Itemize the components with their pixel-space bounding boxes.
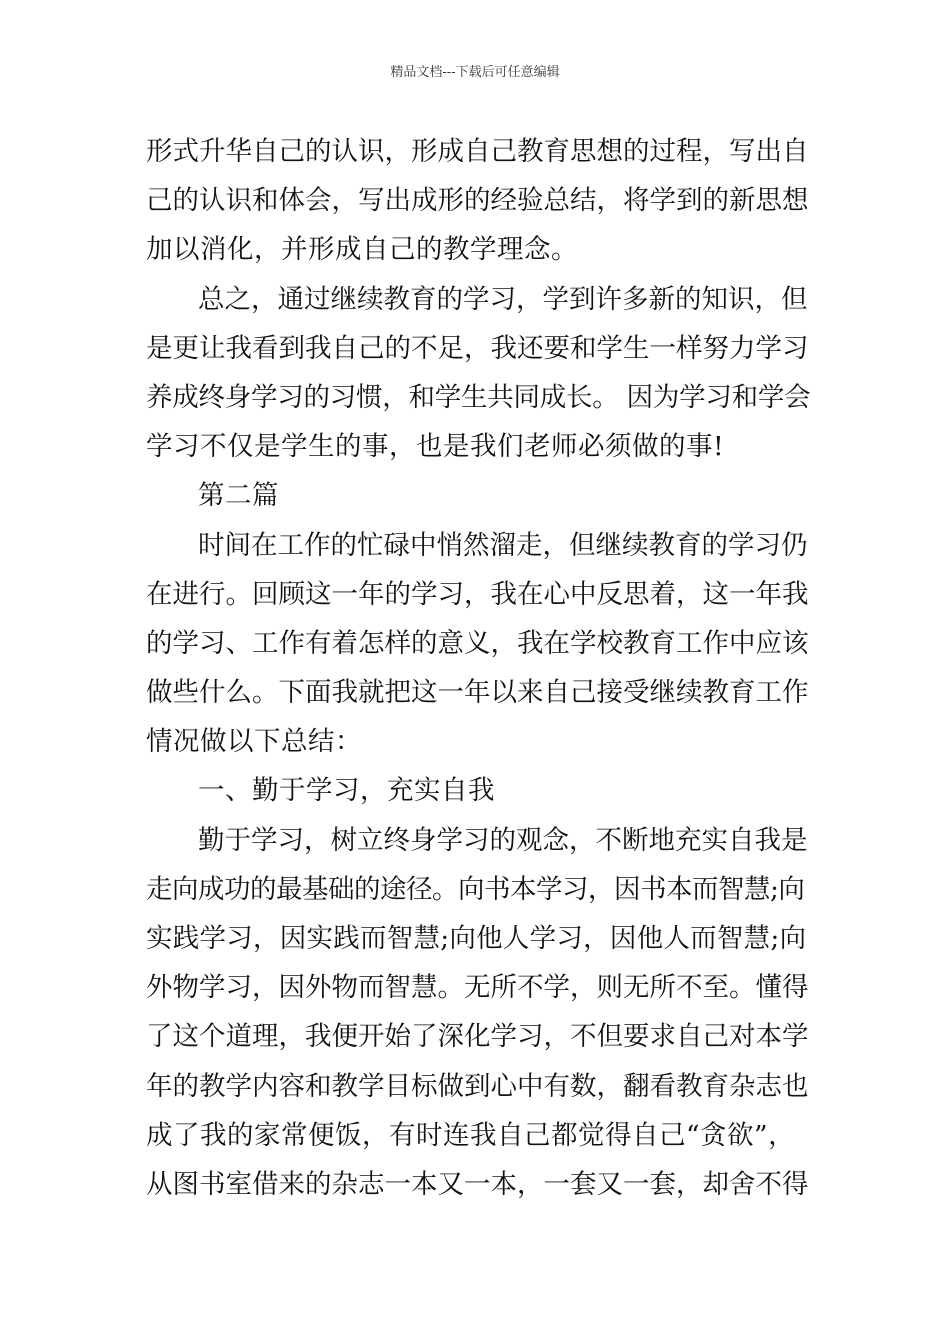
text-line: 走向成功的最基础的途径。向书本学习，因书本而智慧;向 (146, 873, 805, 905)
text-line: 了这个道理，我便开始了深化学习，不但要求自己对本学 (146, 1021, 809, 1053)
text-line: 在进行。回顾这一年的学习，我在心中反思着，这一年我 (146, 578, 809, 610)
text-line: 勤于学习，树立终身学习的观念，不断地充实自我是 (198, 824, 808, 856)
text-line: 的学习、工作有着怎样的意义，我在学校教育工作中应该 (146, 627, 809, 659)
text-line: 形式升华自己的认识，形成自己教育思想的过程，写出自 (146, 136, 809, 167)
text-line: 从图书室借来的杂志一本又一本，一套又一套，却舍不得 (146, 1168, 809, 1200)
text-line: 是更让我看到我自己的不足，我还要和学生一样努力学习 (146, 332, 809, 364)
text-lines (146, 127, 810, 1209)
text-line: 外物学习，因外物而智慧。无所不学，则无所不至。懂得 (146, 972, 809, 1004)
text-line: 时间在工作的忙碌中悄然溜走，但继续教育的学习仍 (198, 529, 808, 561)
text-line: 成了我的家常便饭，有时连我自己都觉得自己“贪欲”， (146, 1119, 796, 1151)
text-line: 情况做以下总结： (146, 726, 362, 758)
text-line: 加以消化，并形成自己的教学理念。 (146, 234, 578, 266)
text-line: 总之，通过继续教育的学习，学到许多新的知识，但 (198, 283, 808, 315)
page-header: 精品文档---下载后可任意编辑 (390, 65, 560, 80)
text-line: 养成终身学习的习惯，和学生共同成长。 因为学习和学会 (146, 381, 811, 413)
text-line: 学习不仅是学生的事，也是我们老师必须做的事! (146, 431, 725, 463)
text-line: 己的认识和体会，写出成形的经验总结，将学到的新思想 (146, 185, 809, 217)
document-body (146, 127, 810, 1209)
text-line: 做些什么。下面我就把这一年以来自己接受继续教育工作 (146, 677, 809, 709)
text-line: 年的教学内容和教学目标做到心中有数，翻看教育杂志也 (146, 1070, 809, 1102)
text-line: 一、勤于学习，充实自我 (198, 775, 495, 807)
text-line: 第二篇 (198, 480, 279, 512)
text-line: 实践学习，因实践而智慧;向他人学习，因他人而智慧;向 (146, 923, 807, 954)
